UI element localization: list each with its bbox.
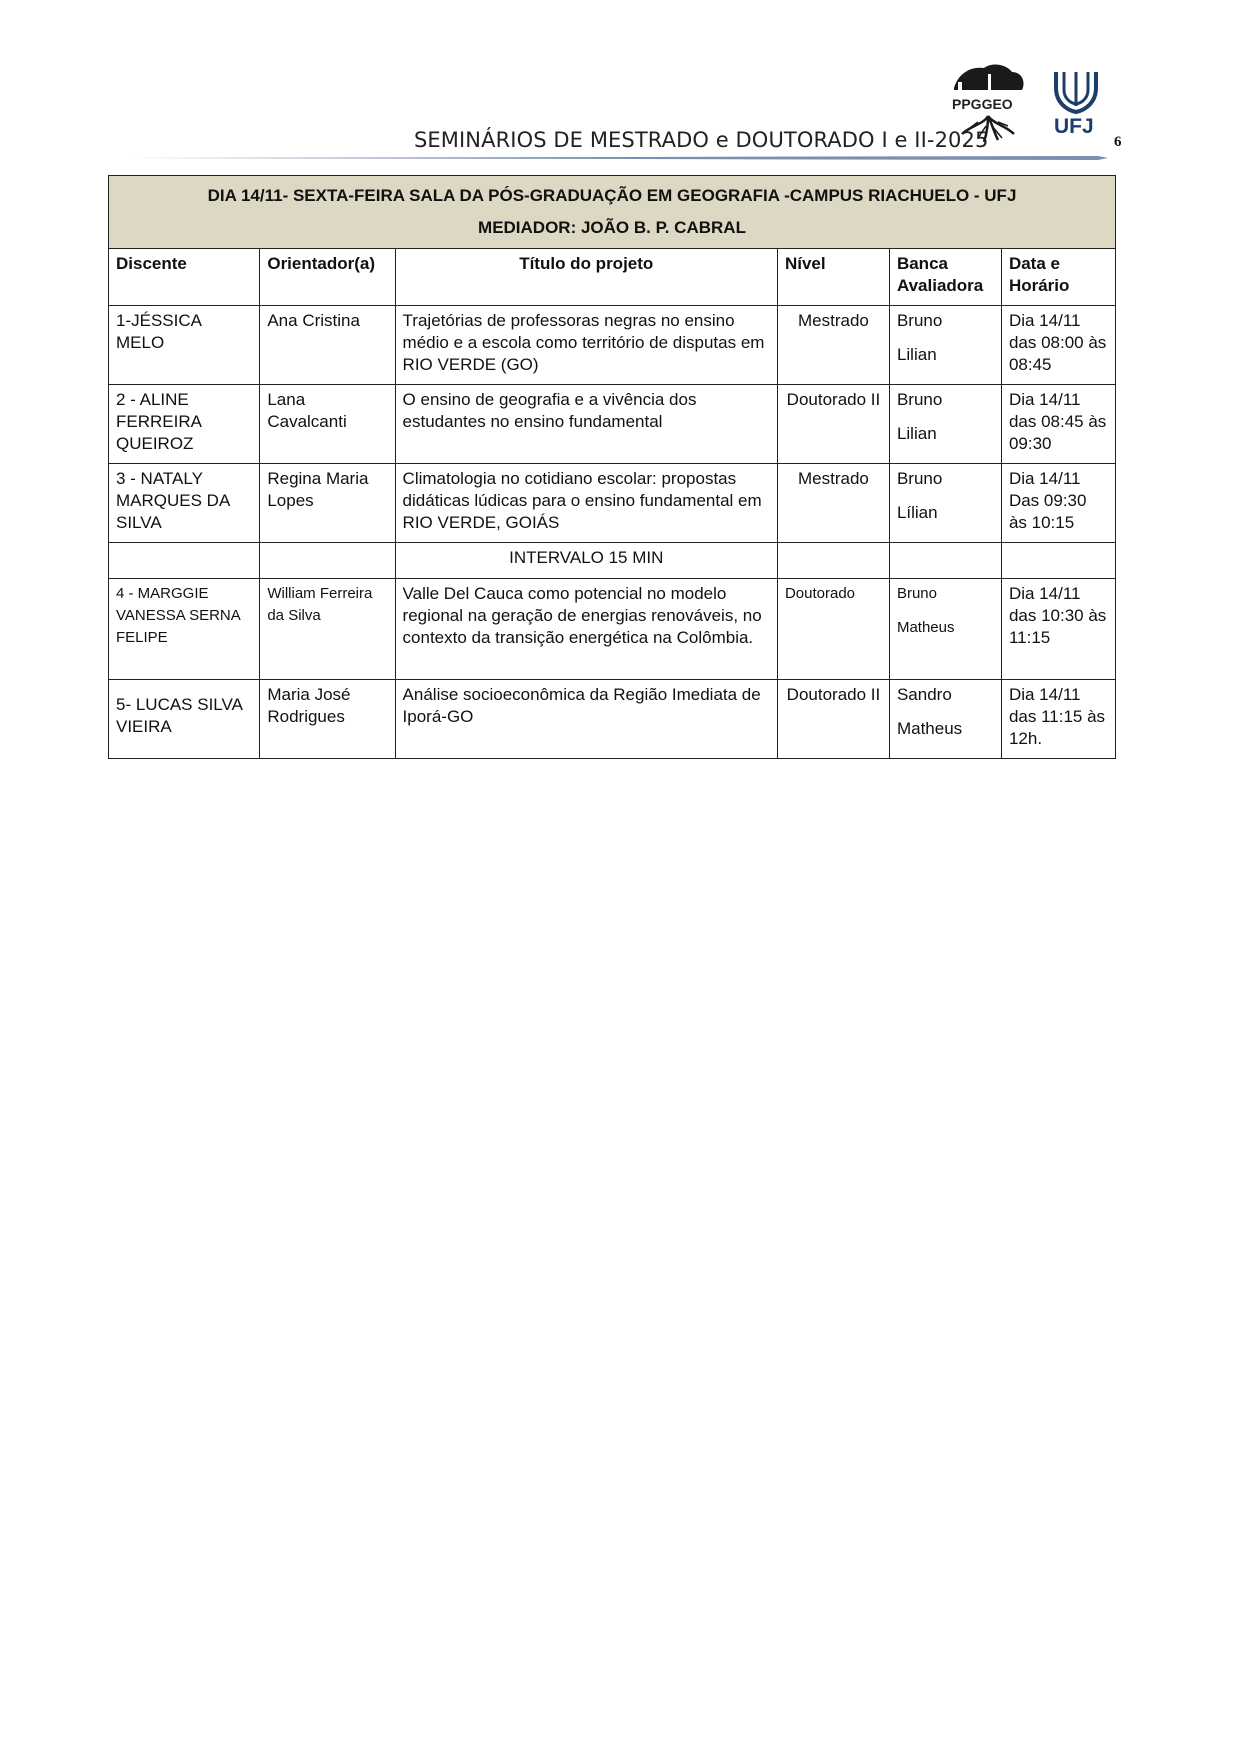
col-header-data-1: Data e <box>1008 254 1060 273</box>
banca-member-2: Lilian <box>896 424 937 443</box>
cell-orientador: William Ferreira da Silva <box>260 579 395 680</box>
col-header-data-2: Horário <box>1008 276 1070 295</box>
cell-discente-text: 5- LUCAS SILVA VIEIRA <box>116 695 242 736</box>
col-header-orientador: Orientador(a) <box>260 249 395 306</box>
ufj-logo-text: UFJ <box>1054 115 1094 138</box>
cell-data: Dia 14/11 das 08:00 às 08:45 <box>1001 306 1115 385</box>
banca-member-1: Bruno <box>896 311 943 330</box>
cell-orientador: Lana Cavalcanti <box>260 385 395 464</box>
col-header-discente: Discente <box>109 249 260 306</box>
header-rule <box>118 155 1108 161</box>
banca-member-1: Bruno <box>896 390 943 409</box>
cell-titulo: Climatologia no cotidiano escolar: propostas didáticas lúdicas para o ensino fundamental em RIO VERDE, GOIÁS <box>395 464 777 543</box>
banca-member-2: Lilian <box>896 345 937 364</box>
empty-cell <box>109 543 260 579</box>
cell-orientador: Ana Cristina <box>260 306 395 385</box>
cell-banca <box>889 306 1001 385</box>
cell-orientador: Maria José Rodrigues <box>260 680 395 759</box>
cell-data: Dia 14/11 das 11:15 às 12h. <box>1001 680 1115 759</box>
banner-cell <box>109 176 1116 249</box>
cell-titulo: Trajetórias de professoras negras no ensino médio e a escola como território de disputas em RIO VERDE (GO) <box>395 306 777 385</box>
banner-line-1: DIA 14/11- SEXTA-FEIRA SALA DA PÓS-GRADUAÇÃO EM GEOGRAFIA -CAMPUS RIACHUELO - UFJ <box>207 186 1017 205</box>
cell-nivel: Doutorado <box>777 579 889 680</box>
cell-discente: 2 - ALINE FERREIRA QUEIROZ <box>109 385 260 464</box>
cell-data: Dia 14/11 das 08:45 às 09:30 <box>1001 385 1115 464</box>
cell-discente: 1-JÉSSICA MELO <box>109 306 260 385</box>
cell-nivel: Mestrado <box>777 306 889 385</box>
cell-discente: 4 - MARGGIE VANESSA SERNA FELIPE <box>109 579 260 680</box>
banca-member-2: Matheus <box>896 619 955 636</box>
cell-banca <box>889 385 1001 464</box>
cell-data: Dia 14/11 Das 09:30 às 10:15 <box>1001 464 1115 543</box>
header-row <box>109 249 1116 306</box>
cell-data: Dia 14/11 das 10:30 às 11:15 <box>1001 579 1115 680</box>
empty-cell <box>889 543 1001 579</box>
intervalo-label: INTERVALO 15 MIN <box>395 543 777 579</box>
table-row <box>109 385 1116 464</box>
col-header-titulo: Título do projeto <box>395 249 777 306</box>
col-header-nivel: Nível <box>777 249 889 306</box>
col-header-banca-1: Banca <box>896 254 948 273</box>
empty-cell <box>260 543 395 579</box>
table-row <box>109 464 1116 543</box>
cell-banca <box>889 680 1001 759</box>
cell-nivel: Doutorado II <box>777 385 889 464</box>
ppggeo-logo-text: PPGGEO <box>952 96 1013 112</box>
cell-orientador: Regina Maria Lopes <box>260 464 395 543</box>
page-number: 6 <box>1114 134 1122 150</box>
intervalo-row <box>109 543 1116 579</box>
banca-member-1: Sandro <box>896 685 952 704</box>
col-header-data <box>1001 249 1115 306</box>
banner-line-2: MEDIADOR: JOÃO B. P. CABRAL <box>478 218 746 237</box>
table-row <box>109 579 1116 680</box>
cell-titulo: Valle Del Cauca como potencial no modelo regional na geração de energias renováveis, no contexto da transição energética na Colômbia. <box>395 579 777 680</box>
table-row <box>109 306 1116 385</box>
empty-cell <box>1001 543 1115 579</box>
page-title: SEMINÁRIOS DE MESTRADO e DOUTORADO I e II-2025 <box>414 128 989 152</box>
col-header-banca-2: Avaliadora <box>896 276 984 295</box>
cell-titulo: Análise socioeconômica da Região Imediata de Iporá-GO <box>395 680 777 759</box>
empty-cell <box>777 543 889 579</box>
cell-discente: 3 - NATALY MARQUES DA SILVA <box>109 464 260 543</box>
cell-titulo: O ensino de geografia e a vivência dos estudantes no ensino fundamental <box>395 385 777 464</box>
banca-member-1: Bruno <box>896 469 943 488</box>
cell-nivel: Mestrado <box>777 464 889 543</box>
banca-member-2: Lílian <box>896 503 938 522</box>
banca-member-1: Bruno <box>896 585 937 602</box>
table-row <box>109 680 1116 759</box>
banca-member-2: Matheus <box>896 719 963 738</box>
banner-row <box>109 176 1116 249</box>
schedule-table <box>108 175 1116 759</box>
col-header-banca <box>889 249 1001 306</box>
cell-banca <box>889 579 1001 680</box>
cell-nivel: Doutorado II <box>777 680 889 759</box>
cell-discente <box>109 680 260 759</box>
cell-banca <box>889 464 1001 543</box>
